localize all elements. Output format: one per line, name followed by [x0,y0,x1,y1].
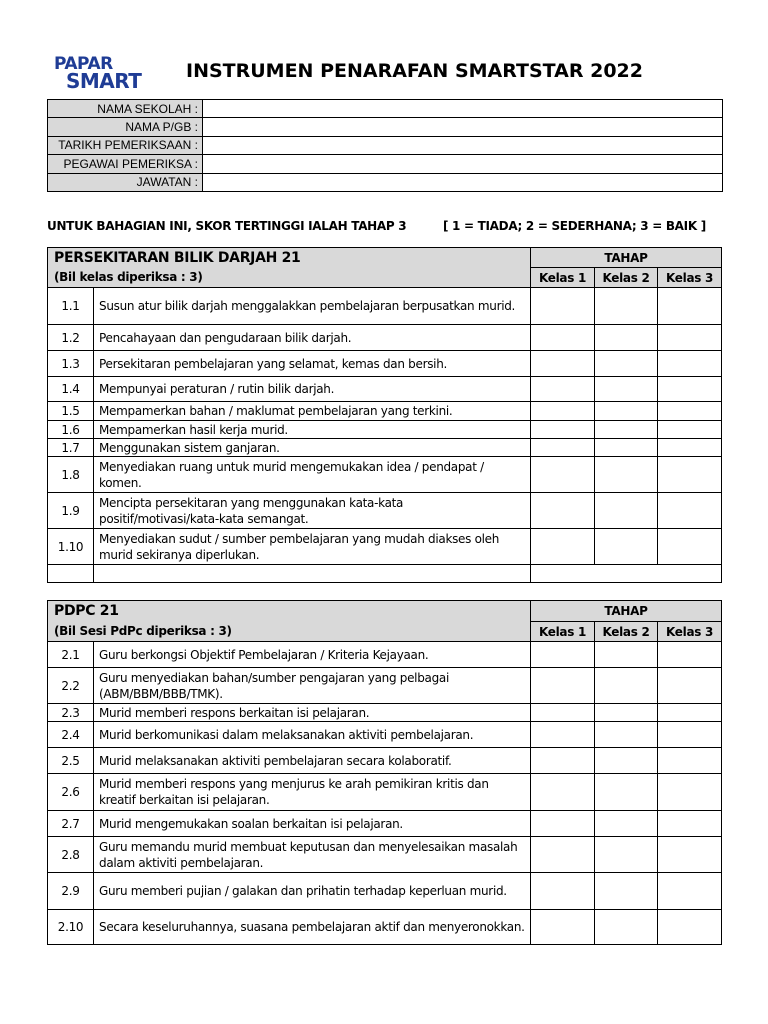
criteria-number: 1.5 [48,402,94,421]
score-cell-kelas-3[interactable] [658,873,722,910]
score-cell-kelas-1[interactable] [531,642,595,668]
blank-row [48,565,722,583]
criteria-number: 1.3 [48,351,94,377]
section-2-col-kelas-3: Kelas 3 [658,622,722,642]
score-cell-kelas-1[interactable] [531,748,595,774]
score-cell-kelas-2[interactable] [595,873,658,910]
score-cell-kelas-1[interactable] [531,529,595,565]
score-cell-kelas-2[interactable] [595,493,658,529]
papar-smart-logo [54,54,150,92]
criteria-number: 2.9 [48,873,94,910]
criteria-text: Murid memberi respons berkaitan isi pelajaran. [94,704,531,722]
blank-text-cell [94,565,531,583]
info-label: TARIKH PEMERIKSAAN : [48,136,203,154]
score-cell-kelas-3[interactable] [658,457,722,493]
score-cell-kelas-3[interactable] [658,668,722,704]
score-cell-kelas-1[interactable] [531,910,595,945]
criteria-number: 1.4 [48,377,94,402]
score-cell-kelas-1[interactable] [531,493,595,529]
criteria-row [48,668,722,704]
school-info-table [47,99,723,192]
score-cell-kelas-3[interactable] [658,529,722,565]
criteria-row [48,288,722,325]
score-cell-kelas-2[interactable] [595,704,658,722]
score-cell-kelas-3[interactable] [658,774,722,811]
criteria-text: Guru menyediakan bahan/sumber pengajaran yang pelbagai (ABM/BBM/BBB/TMK). [94,668,531,704]
info-row [48,100,723,118]
score-cell-kelas-3[interactable] [658,910,722,945]
score-cell-kelas-1[interactable] [531,722,595,748]
score-cell-kelas-2[interactable] [595,351,658,377]
criteria-number: 2.1 [48,642,94,668]
info-row [48,136,723,154]
criteria-row [48,873,722,910]
section-1-tahap-header: TAHAP [531,248,722,268]
score-cell-kelas-1[interactable] [531,457,595,493]
criteria-row [48,704,722,722]
score-cell-kelas-1[interactable] [531,873,595,910]
criteria-text: Pencahayaan dan pengudaraan bilik darjah. [94,325,531,351]
criteria-row [48,811,722,837]
score-cell-kelas-1[interactable] [531,811,595,837]
criteria-row [48,421,722,439]
criteria-text: Murid melaksanakan aktiviti pembelajaran secara kolaboratif. [94,748,531,774]
score-cell-kelas-3[interactable] [658,493,722,529]
info-row [48,173,723,191]
info-row [48,155,723,173]
score-cell-kelas-1[interactable] [531,668,595,704]
score-cell-kelas-1[interactable] [531,377,595,402]
score-cell-kelas-2[interactable] [595,402,658,421]
criteria-text: Mempamerkan bahan / maklumat pembelajaran yang terkini. [94,402,531,421]
score-cell-kelas-2[interactable] [595,748,658,774]
score-cell-kelas-2[interactable] [595,288,658,325]
score-cell-kelas-3[interactable] [658,351,722,377]
score-cell-kelas-1[interactable] [531,704,595,722]
criteria-number: 1.9 [48,493,94,529]
score-cell-kelas-3[interactable] [658,288,722,325]
score-cell-kelas-1[interactable] [531,325,595,351]
criteria-text: Murid memberi respons yang menjurus ke arah pemikiran kritis dan kreatif berkaitan isi pelajaran. [94,774,531,811]
info-value-field[interactable] [203,155,723,173]
info-value-field[interactable] [203,100,723,118]
score-cell-kelas-2[interactable] [595,377,658,402]
criteria-number: 2.5 [48,748,94,774]
criteria-number: 2.3 [48,704,94,722]
score-cell-kelas-2[interactable] [595,457,658,493]
criteria-row [48,529,722,565]
score-cell-kelas-2[interactable] [595,421,658,439]
criteria-text: Mempamerkan hasil kerja murid. [94,421,531,439]
section-1-subtitle: (Bil kelas diperiksa : 3) [48,268,531,288]
criteria-number: 2.6 [48,774,94,811]
document-title: INSTRUMEN PENARAFAN SMARTSTAR 2022 [186,60,643,82]
blank-score-cell [531,565,722,583]
score-cell-kelas-1[interactable] [531,402,595,421]
criteria-row [48,722,722,748]
criteria-number: 2.8 [48,837,94,873]
info-label: NAMA SEKOLAH : [48,100,203,118]
criteria-number: 2.7 [48,811,94,837]
criteria-row [48,748,722,774]
criteria-text: Mencipta persekitaran yang menggunakan kata-kata positif/motivasi/kata-kata semangat. [94,493,531,529]
criteria-text: Susun atur bilik darjah menggalakkan pembelajaran berpusatkan murid. [94,288,531,325]
criteria-text: Persekitaran pembelajaran yang selamat, kemas dan bersih. [94,351,531,377]
score-cell-kelas-3[interactable] [658,642,722,668]
info-value-field[interactable] [203,118,723,136]
section-2-col-kelas-2: Kelas 2 [595,622,658,642]
criteria-text: Guru memandu murid membuat keputusan dan menyelesaikan masalah dalam aktiviti pembelajaran. [94,837,531,873]
criteria-row [48,377,722,402]
score-cell-kelas-3[interactable] [658,402,722,421]
criteria-row [48,642,722,668]
criteria-number: 1.1 [48,288,94,325]
score-cell-kelas-2[interactable] [595,642,658,668]
score-scale: [ 1 = TIADA; 2 = SEDERHANA; 3 = BAIK ] [443,219,706,233]
criteria-row [48,837,722,873]
info-row [48,118,723,136]
score-cell-kelas-2[interactable] [595,837,658,873]
info-value-field[interactable] [203,173,723,191]
score-cell-kelas-3[interactable] [658,377,722,402]
criteria-row [48,910,722,945]
score-cell-kelas-1[interactable] [531,439,595,457]
section-2-tahap-header: TAHAP [531,601,722,622]
score-cell-kelas-1[interactable] [531,288,595,325]
section-1-col-kelas-1: Kelas 1 [531,268,595,288]
section-2-col-kelas-1: Kelas 1 [531,622,595,642]
criteria-number: 2.2 [48,668,94,704]
blank-number-cell [48,565,94,583]
logo-line-1: PAPAR [54,54,113,74]
score-cell-kelas-3[interactable] [658,704,722,722]
criteria-text: Secara keseluruhannya, suasana pembelajaran aktif dan menyeronokkan. [94,910,531,945]
score-cell-kelas-3[interactable] [658,748,722,774]
criteria-number: 1.7 [48,439,94,457]
score-cell-kelas-1[interactable] [531,774,595,811]
criteria-row [48,493,722,529]
score-note: UNTUK BAHAGIAN INI, SKOR TERTINGGI IALAH TAHAP 3 [47,219,407,233]
info-label: PEGAWAI PEMERIKSA : [48,155,203,173]
score-cell-kelas-2[interactable] [595,774,658,811]
score-cell-kelas-1[interactable] [531,351,595,377]
section-2-table [47,600,722,945]
criteria-text: Guru memberi pujian / galakan dan prihatin terhadap keperluan murid. [94,873,531,910]
score-cell-kelas-3[interactable] [658,439,722,457]
score-cell-kelas-2[interactable] [595,529,658,565]
info-value-field[interactable] [203,136,723,154]
criteria-row [48,439,722,457]
criteria-number: 1.10 [48,529,94,565]
score-cell-kelas-2[interactable] [595,439,658,457]
score-cell-kelas-3[interactable] [658,421,722,439]
score-cell-kelas-3[interactable] [658,811,722,837]
score-cell-kelas-3[interactable] [658,722,722,748]
criteria-number: 1.8 [48,457,94,493]
info-label: JAWATAN : [48,173,203,191]
score-cell-kelas-1[interactable] [531,837,595,873]
score-cell-kelas-2[interactable] [595,722,658,748]
criteria-row [48,457,722,493]
criteria-text: Mempunyai peraturan / rutin bilik darjah. [94,377,531,402]
score-cell-kelas-2[interactable] [595,668,658,704]
score-cell-kelas-3[interactable] [658,837,722,873]
criteria-text: Menggunakan sistem ganjaran. [94,439,531,457]
score-cell-kelas-3[interactable] [658,325,722,351]
criteria-row [48,351,722,377]
criteria-row [48,774,722,811]
section-1-col-kelas-2: Kelas 2 [595,268,658,288]
section-2-title: PDPC 21 [48,601,531,622]
score-cell-kelas-2[interactable] [595,811,658,837]
criteria-text: Menyediakan ruang untuk murid mengemukakan idea / pendapat / komen. [94,457,531,493]
section-1-title: PERSEKITARAN BILIK DARJAH 21 [48,248,531,268]
criteria-text: Murid berkomunikasi dalam melaksanakan aktiviti pembelajaran. [94,722,531,748]
criteria-row [48,402,722,421]
criteria-text: Menyediakan sudut / sumber pembelajaran yang mudah diakses oleh murid sekiranya diperlukan. [94,529,531,565]
criteria-row [48,325,722,351]
section-1-col-kelas-3: Kelas 3 [658,268,722,288]
section-1-table [47,247,722,583]
criteria-number: 1.6 [48,421,94,439]
score-cell-kelas-2[interactable] [595,325,658,351]
info-label: NAMA P/GB : [48,118,203,136]
score-cell-kelas-1[interactable] [531,421,595,439]
criteria-number: 1.2 [48,325,94,351]
logo-line-2: SMART [66,69,142,93]
criteria-number: 2.4 [48,722,94,748]
section-2-subtitle: (Bil Sesi PdPc diperiksa : 3) [48,622,531,642]
criteria-text: Murid mengemukakan soalan berkaitan isi pelajaran. [94,811,531,837]
criteria-text: Guru berkongsi Objektif Pembelajaran / Kriteria Kejayaan. [94,642,531,668]
score-cell-kelas-2[interactable] [595,910,658,945]
criteria-number: 2.10 [48,910,94,945]
